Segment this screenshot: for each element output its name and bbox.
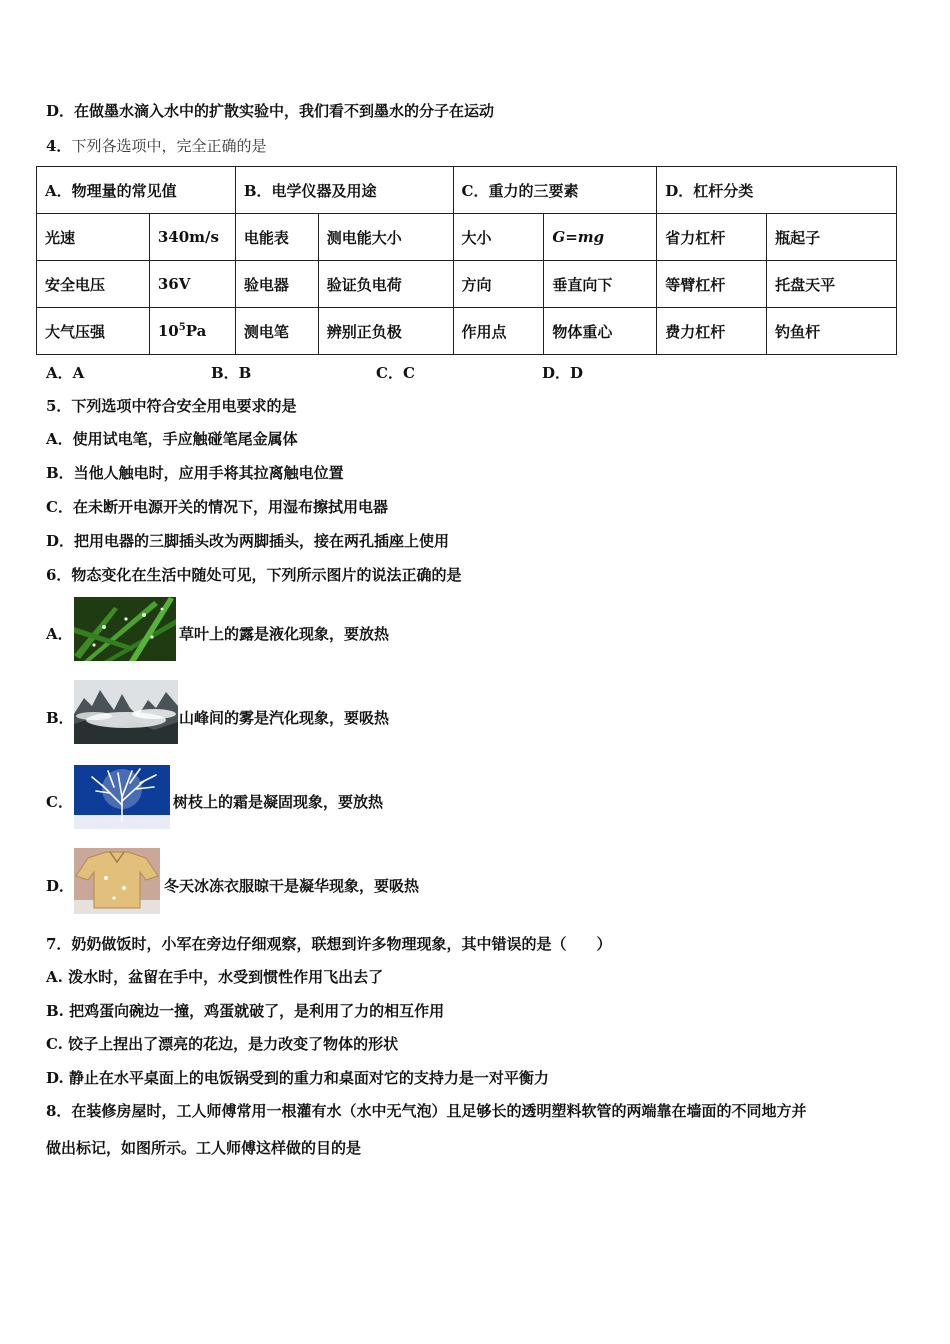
q3-option-d: D．在做墨水滴入水中的扩散实验中，我们看不到墨水的分子在运动 (46, 102, 495, 120)
table-cell: 340m/s (149, 214, 235, 261)
table-cell: 钓鱼杆 (767, 308, 897, 355)
table-cell: 光速 (37, 214, 150, 261)
table-cell: 测电笔 (235, 308, 318, 355)
table-cell: 作用点 (453, 308, 544, 355)
table-cell: 费力杠杆 (657, 308, 767, 355)
q4-stem (46, 136, 266, 156)
frost-tree-image (74, 765, 170, 829)
q6-option-a-letter[interactable]: A． (46, 625, 73, 643)
table-header-row (37, 167, 897, 214)
q4-option-b[interactable]: B．B (211, 364, 252, 382)
table-cell: 省力杠杆 (657, 214, 767, 261)
pressure-exponent: 5 (178, 322, 186, 333)
q8-stem-line2: 做出标记，如图所示。工人师傅这样做的目的是 (46, 1139, 362, 1157)
q6-option-d-letter[interactable]: D． (46, 877, 75, 895)
table-cell: 瓶起子 (767, 214, 897, 261)
table-cell: G=mg (544, 214, 657, 261)
table-cell: 垂直向下 (544, 261, 657, 308)
table-row (37, 261, 897, 308)
table-cell: 大气压强 (37, 308, 150, 355)
header-b: B．电学仪器及用途 (235, 167, 453, 214)
table-cell (149, 308, 235, 355)
dew-grass-image (74, 597, 176, 661)
table-cell: 验电器 (235, 261, 318, 308)
frozen-clothes-image (74, 848, 160, 914)
q6-option-a-text[interactable]: 草叶上的露是液化现象，要放热 (179, 625, 390, 643)
q4-option-d[interactable]: D．D (542, 364, 584, 382)
table-cell: 方向 (453, 261, 544, 308)
header-a: A．物理量的常见值 (37, 167, 236, 214)
table-cell: 托盘天平 (767, 261, 897, 308)
table-cell: 大小 (453, 214, 544, 261)
table-cell: 辨别正负极 (318, 308, 453, 355)
q5-option-d[interactable]: D．把用电器的三脚插头改为两脚插头，接在两孔插座上使用 (46, 532, 450, 550)
q7-option-c[interactable]: C. 饺子上捏出了漂亮的花边，是力改变了物体的形状 (46, 1035, 399, 1053)
q4-table (36, 166, 897, 355)
pressure-unit: Pa (185, 322, 207, 340)
q6-option-b-letter[interactable]: B． (46, 709, 74, 727)
table-cell: 测电能大小 (318, 214, 453, 261)
q6-option-c-text[interactable]: 树枝上的霜是凝固现象，要放热 (173, 793, 384, 811)
q7-option-d[interactable]: D. 静止在水平桌面上的电饭锅受到的重力和桌面对它的支持力是一对平衡力 (46, 1069, 549, 1087)
q4-option-c[interactable]: C．C (376, 364, 415, 382)
q6-option-d-text[interactable]: 冬天冰冻衣服晾干是凝华现象，要吸热 (164, 877, 420, 895)
q4-stem-text: 下列各选项中，完全正确的是 (71, 137, 267, 155)
q7-option-a[interactable]: A. 泼水时，盆留在手中，水受到惯性作用飞出去了 (46, 968, 384, 986)
pressure-base: 10 (157, 322, 179, 340)
table-cell: 36V (149, 261, 235, 308)
q5-stem: 5．下列选项中符合安全用电要求的是 (46, 397, 297, 415)
table-row (37, 308, 897, 355)
q5-option-b[interactable]: B．当他人触电时，应用手将其拉离触电位置 (46, 464, 344, 482)
q8-stem-line1: 8．在装修房屋时，工人师傅常用一根灌有水（水中无气泡）且足够长的透明塑料软管的两端靠在墙面的不同地方并 (46, 1102, 807, 1120)
q4-option-a[interactable]: A．A (46, 364, 85, 382)
table-cell: 等臂杠杆 (657, 261, 767, 308)
q7-stem: 7．奶奶做饭时，小军在旁边仔细观察，联想到许多物理现象，其中错误的是（ ） (46, 935, 612, 953)
q5-option-c[interactable]: C．在未断开电源开关的情况下，用湿布擦拭用电器 (46, 498, 388, 516)
header-c: C．重力的三要素 (453, 167, 657, 214)
q4-stem-number: 4． (46, 137, 72, 155)
header-d: D．杠杆分类 (657, 167, 897, 214)
q7-option-b[interactable]: B. 把鸡蛋向碗边一撞，鸡蛋就破了，是利用了力的相互作用 (46, 1002, 445, 1020)
table-cell: 安全电压 (37, 261, 150, 308)
table-row (37, 214, 897, 261)
table-cell: 电能表 (235, 214, 318, 261)
mountain-fog-image (74, 680, 178, 744)
q6-option-b-text[interactable]: 山峰间的雾是汽化现象，要吸热 (179, 709, 390, 727)
q6-option-c-letter[interactable]: C． (46, 793, 73, 811)
q5-option-a[interactable]: A．使用试电笔，手应触碰笔尾金属体 (46, 430, 298, 448)
table-cell: 物体重心 (544, 308, 657, 355)
q6-stem: 6．物态变化在生活中随处可见，下列所示图片的说法正确的是 (46, 566, 462, 584)
table-cell: 验证负电荷 (318, 261, 453, 308)
